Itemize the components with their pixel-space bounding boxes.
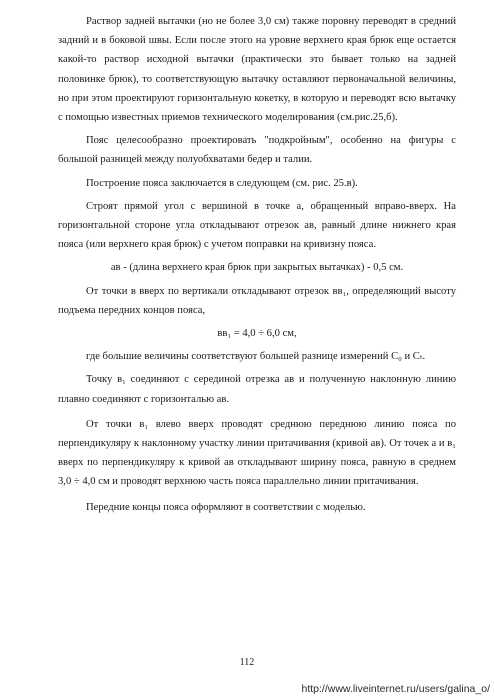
paragraph-right-angle: Строят прямой угол с вершиной в точке а, обращенный вправо-вверх. На горизонтальной стороне угла откладывают отрезок ав, равный длине нижнего края пояса (или верхнего края брюк) с учетом поправки на кривизну пояса. <box>58 200 456 251</box>
formula-bb1: вв₁ = 4,0 ÷ 6,0 см, <box>217 328 297 340</box>
paragraph-waistband-fitted: Пояс целесообразно проектировать "подкройным", особенно на фигуры с большой разницей между полуобхватами бедер и талии. <box>58 135 456 166</box>
paragraph-point-b-vertical: От точки в вверх по вертикали откладывают отрезок вв₁, определяющий высоту подъема передних концов пояса, <box>58 285 456 316</box>
paragraph-point-b1-connect: Точку в₁ соединяют с серединой отрезка ав и полученную наклонную линию плавно соединяют с горизонталью ав. <box>58 374 456 405</box>
document-page <box>58 12 456 517</box>
paragraph-dart-transfer: Раствор задней вытачки (но не более 3,0 см) также поровну переводят в средний задний и в боковой швы. Если после этого на уровне верхнего края брюк еще остается какой-то раствор исходной вытачки (практически это бывает только на задней половинке брюк), то соответствующую вытачку оставляют первоначальной величины, но при этом проектируют горизонтальную кокетку, в которую и переводят всю вытачку с помощью известных приемов технического моделирования (см.рис.25,б). <box>58 16 456 124</box>
paragraph-front-ends: Передние концы пояса оформляют в соответствии с моделью. <box>86 501 366 513</box>
source-watermark: http://www.liveinternet.ru/users/galina_o/ <box>301 683 490 695</box>
paragraph-construction-intro: Построение пояса заключается в следующем (см. рис. 25.в). <box>86 177 358 189</box>
formula-ab: ав - (длина верхнего края брюк при закрытых вытачках) - 0,5 см. <box>110 262 404 274</box>
paragraph-front-line: От точки в₁ влево вверх проводят среднюю переднюю линию пояса по перпендикуляру к наклонному участку линии притачивания (кривой ав). От точек а и в₁ вверх по перпендикуляру к кривой ав откладывают ширину пояса, равную в среднем 3,0 ÷ 4,0 см и проводят верхнюю часть пояса параллельно линии притачивания. <box>58 418 456 488</box>
paragraph-larger-values: где большие величины соответствуют большей разнице измерений C₀ и Cₜ. <box>86 351 426 363</box>
page-number: 112 <box>239 657 255 668</box>
